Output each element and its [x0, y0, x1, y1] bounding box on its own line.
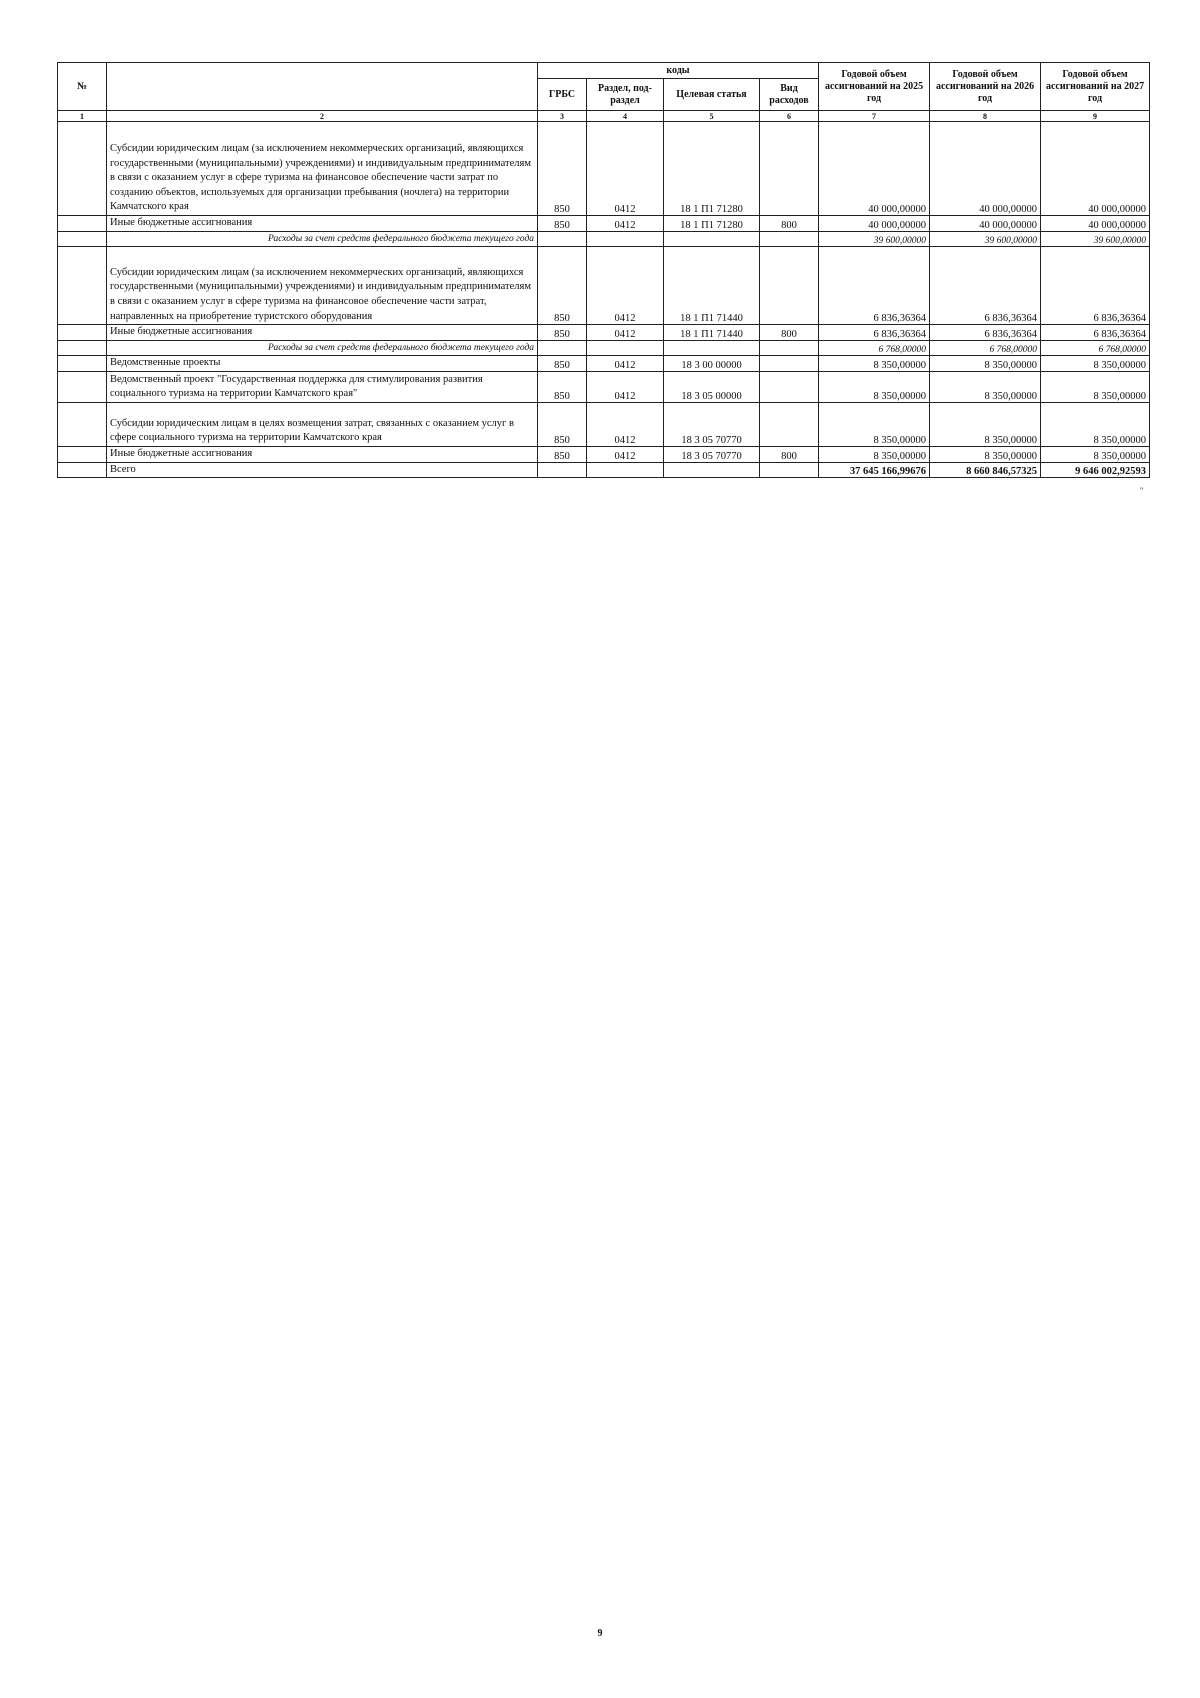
- row-2027: 6 768,00000: [1041, 340, 1150, 356]
- row-name: Иные бюджетные ассигнования: [107, 446, 538, 462]
- row-grbs: 850: [538, 371, 587, 402]
- row-grbs: 850: [538, 122, 587, 216]
- budget-allocation-table: [57, 62, 1150, 478]
- row-name: Расходы за счет средств федерального бюджета текущего года: [107, 231, 538, 247]
- row-2025: 6 836,36364: [819, 247, 930, 325]
- row-section: [587, 462, 664, 478]
- row-2025: 6 768,00000: [819, 340, 930, 356]
- table-row: [58, 325, 1150, 341]
- table-row: [58, 446, 1150, 462]
- row-target: [664, 462, 760, 478]
- header-kind: Вид расходов: [760, 79, 819, 111]
- row-kind: 800: [760, 325, 819, 341]
- row-section: 0412: [587, 216, 664, 232]
- row-section: 0412: [587, 122, 664, 216]
- row-2027: 6 836,36364: [1041, 247, 1150, 325]
- row-name: Субсидии юридическим лицам в целях возмещения затрат, связанных с оказанием услуг в сфере социального туризма на территории Камчатского края: [107, 402, 538, 446]
- row-2025: 40 000,00000: [819, 216, 930, 232]
- table-row: [58, 216, 1150, 232]
- row-kind: [760, 247, 819, 325]
- row-target: 18 1 П1 71440: [664, 325, 760, 341]
- page-number: 9: [597, 1628, 603, 1639]
- row-grbs: 850: [538, 216, 587, 232]
- row-2026: 6 836,36364: [930, 247, 1041, 325]
- header-grbs: ГРБС: [538, 79, 587, 111]
- row-section: 0412: [587, 325, 664, 341]
- row-target: 18 1 П1 71280: [664, 216, 760, 232]
- row-2027: 6 836,36364: [1041, 325, 1150, 341]
- table-row: [58, 231, 1150, 247]
- row-2026: 39 600,00000: [930, 231, 1041, 247]
- row-2027: 39 600,00000: [1041, 231, 1150, 247]
- row-name: Субсидии юридическим лицам (за исключением некоммерческих организаций, являющихся государственными (муниципальными) учреждениями) и индивидуальным предпринимателям в связи с оказанием услуг в сфере туризма на финансовое обеспечение части затрат, направленных на приобретение туристского оборудования: [107, 247, 538, 325]
- row-2025: 37 645 166,99676: [819, 462, 930, 478]
- col-number: 6: [760, 111, 819, 122]
- table-row: [58, 247, 1150, 325]
- row-grbs: 850: [538, 247, 587, 325]
- row-kind: [760, 402, 819, 446]
- row-kind: [760, 231, 819, 247]
- row-target: 18 1 П1 71440: [664, 247, 760, 325]
- row-2025: 8 350,00000: [819, 402, 930, 446]
- row-2025: 6 836,36364: [819, 325, 930, 341]
- row-section: 0412: [587, 402, 664, 446]
- header-no: №: [58, 63, 107, 111]
- row-name: Иные бюджетные ассигнования: [107, 216, 538, 232]
- header-name: [107, 63, 538, 111]
- row-section: [587, 340, 664, 356]
- row-target: 18 3 05 00000: [664, 371, 760, 402]
- table-row: [58, 402, 1150, 446]
- row-2025: 8 350,00000: [819, 356, 930, 372]
- row-grbs: 850: [538, 402, 587, 446]
- row-name: Иные бюджетные ассигнования: [107, 325, 538, 341]
- row-2025: 8 350,00000: [819, 446, 930, 462]
- row-name: Ведомственные проекты: [107, 356, 538, 372]
- row-target: 18 3 00 00000: [664, 356, 760, 372]
- row-kind: [760, 462, 819, 478]
- row-grbs: 850: [538, 446, 587, 462]
- row-2025: 40 000,00000: [819, 122, 930, 216]
- row-grbs: [538, 340, 587, 356]
- row-section: 0412: [587, 356, 664, 372]
- row-grbs: [538, 462, 587, 478]
- row-kind: [760, 340, 819, 356]
- row-grbs: 850: [538, 325, 587, 341]
- row-target: 18 1 П1 71280: [664, 122, 760, 216]
- row-2027: 9 646 002,92593: [1041, 462, 1150, 478]
- header-target: Целевая статья: [664, 79, 760, 111]
- col-number: 7: [819, 111, 930, 122]
- row-2027: 8 350,00000: [1041, 446, 1150, 462]
- table-row: [58, 371, 1150, 402]
- row-name: Всего: [107, 462, 538, 478]
- col-number: 3: [538, 111, 587, 122]
- table-row: [58, 340, 1150, 356]
- table-row: [58, 356, 1150, 372]
- row-target: [664, 231, 760, 247]
- row-kind: 800: [760, 216, 819, 232]
- row-2027: 8 350,00000: [1041, 371, 1150, 402]
- row-name: Расходы за счет средств федерального бюджета текущего года: [107, 340, 538, 356]
- row-kind: 800: [760, 446, 819, 462]
- header-2026: Годовой объем ассигнований на 2026 год: [930, 63, 1041, 111]
- row-2026: 6 768,00000: [930, 340, 1041, 356]
- table-row-total: [58, 462, 1150, 478]
- row-target: 18 3 05 70770: [664, 446, 760, 462]
- col-number: 1: [58, 111, 107, 122]
- header-section: Раздел, под-раздел: [587, 79, 664, 111]
- row-2027: 8 350,00000: [1041, 402, 1150, 446]
- row-target: 18 3 05 70770: [664, 402, 760, 446]
- row-2026: 8 660 846,57325: [930, 462, 1041, 478]
- header-codes: коды: [538, 63, 819, 79]
- header-2027: Годовой объем ассигнований на 2027 год: [1041, 63, 1150, 111]
- row-2026: 6 836,36364: [930, 325, 1041, 341]
- row-name: Субсидии юридическим лицам (за исключением некоммерческих организаций, являющихся государственными (муниципальными) учреждениями) и индивидуальным предпринимателям в связи с оказанием услуг в сфере туризма на финансовое обеспечение части затрат по созданию объектов, используемых для организации пребывания (ночлега) на территории Камчатского края: [107, 122, 538, 216]
- row-section: 0412: [587, 247, 664, 325]
- row-2026: 40 000,00000: [930, 122, 1041, 216]
- row-kind: [760, 371, 819, 402]
- row-2026: 8 350,00000: [930, 446, 1041, 462]
- row-2027: 40 000,00000: [1041, 216, 1150, 232]
- col-number: 5: [664, 111, 760, 122]
- row-2026: 8 350,00000: [930, 356, 1041, 372]
- row-kind: [760, 356, 819, 372]
- row-2026: 40 000,00000: [930, 216, 1041, 232]
- closing-quote-mark: ": [1140, 486, 1144, 495]
- row-2025: 39 600,00000: [819, 231, 930, 247]
- col-number: 4: [587, 111, 664, 122]
- col-number: 2: [107, 111, 538, 122]
- col-number: 9: [1041, 111, 1150, 122]
- row-section: 0412: [587, 446, 664, 462]
- row-name: Ведомственный проект "Государственная поддержка для стимулирования развития социального туризма на территории Камчатского края": [107, 371, 538, 402]
- row-2026: 8 350,00000: [930, 371, 1041, 402]
- row-section: [587, 231, 664, 247]
- col-number: 8: [930, 111, 1041, 122]
- row-kind: [760, 122, 819, 216]
- table-row: [58, 122, 1150, 216]
- row-grbs: 850: [538, 356, 587, 372]
- header-2025: Годовой объем ассигнований на 2025 год: [819, 63, 930, 111]
- row-2027: 40 000,00000: [1041, 122, 1150, 216]
- row-2026: 8 350,00000: [930, 402, 1041, 446]
- row-target: [664, 340, 760, 356]
- row-grbs: [538, 231, 587, 247]
- row-2027: 8 350,00000: [1041, 356, 1150, 372]
- row-2025: 8 350,00000: [819, 371, 930, 402]
- row-section: 0412: [587, 371, 664, 402]
